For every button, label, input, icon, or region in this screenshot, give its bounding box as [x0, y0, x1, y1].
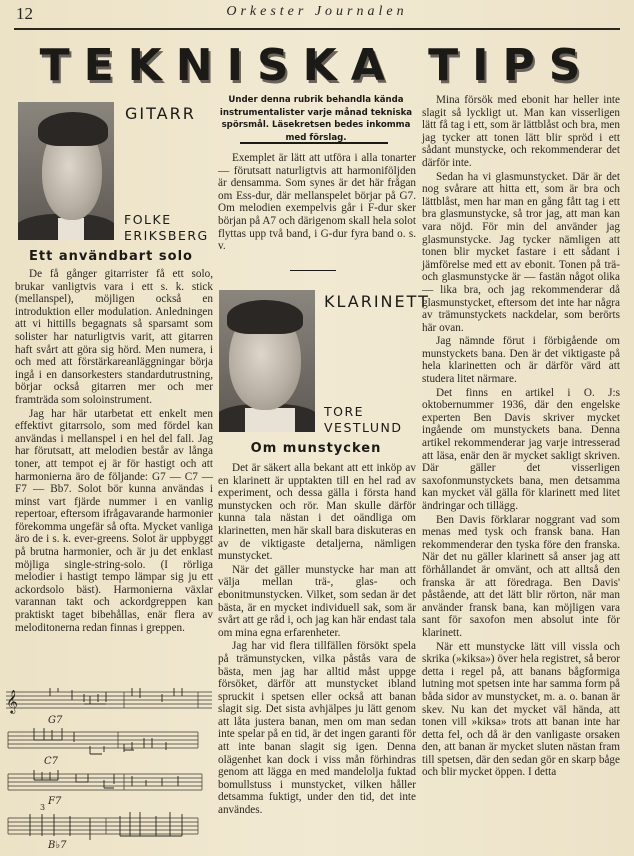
section-divider	[290, 270, 336, 271]
article-paragraph: När det gäller munstycke har man att välja mellan trä-, glas- och ebonitmunstycken. Vilket, som sedan är det bästa, är en mycket individuell sak, som är svårt att ge råd i, och jag kan här endast tala om mina egna erfarenheter.	[218, 563, 416, 639]
chord-label: B♭7	[48, 840, 67, 850]
photo-hair	[227, 300, 303, 334]
klarinett-article-body	[218, 462, 416, 817]
gitarr-article-continued	[218, 152, 416, 253]
article-paragraph: Det finns en artikel i O. J:s oktobernummer 1936, där den engelske experten Ben Davis skriver mycket ingående om munstyckets bana. Denna artikel rekommenderar jag varje intresserad att läsa, enär den är mycket sakligt skriven. Där gäller det visserligen saxofonmunstyckets bana, men detsamma kan mycket väl gälla för klarinett med litet ändringar och tillägg.	[422, 386, 620, 512]
article-paragraph: Ben Davis förklarar noggrant vad som menas med tysk och fransk bana. Han rekommenderar den tyska före den franska. När det nu gäller klarinett så anser jag att förhållandet är omvänt, och att alltså den franska är att föredraga. Ben Davis' påstående, att det lätt blir rörton, när man använder fransk bana, kan möjligen vara sant för saxofon men absolut inte för klarinett.	[422, 513, 620, 639]
staff-4	[8, 818, 198, 834]
photo-collar	[245, 408, 295, 432]
author-last-name: VESTLUND	[324, 420, 403, 435]
author-first-name: FOLKE	[124, 212, 172, 227]
article-paragraph: Exemplet är lätt att utföra i alla tonarter — förutsatt naturligtvis att harmoniföljden är densamma. Som synes är det här frågan om Ess-dur, där mellanspelet börjar på G7. Om melodien exempelvis går i F-dur sker början på A7 och därigenom skall hela solot flyttas upp två band, i G-dur fyra band o. s. v.	[218, 152, 416, 253]
chord-label: F7	[48, 796, 62, 807]
article-paragraph: Det är säkert alla bekant att ett inköp av en klarinett är upptakten till en hel rad av experiment, och dessa gälla i första hand munstycken och rör. Man skulle därför kunna tala nästan i det oändliga om klarinetten, men här skall bara diskuteras en av de viktigaste detaljerna, nämligen munstycket.	[218, 462, 416, 563]
section-heading-klarinett: Om munstycken	[250, 441, 382, 456]
article-paragraph: Sedan ha vi glasmunstycket. Där är det nog svårare att hitta ett, som är bra och lättblåst, men har man en gång fått tag i ett bra glasmunstycke, så tror jag, att man kan vara nöjd. För min del använder jag glasmunstycke. Jag tycker nämligen att tonen blir mycket fastare i ett sådant i jämförelse med ett av ebonit. Tonen på trä- och glasmunstycke är — fastän något olika — lika bra, och jag rekommenderar då glasmunstycket, eftersom det inte har några av trämunstyckets nackdelar, som berörts här ovan.	[422, 170, 620, 334]
portrait-tore-vestlund	[219, 290, 315, 432]
instrument-label-gitarr: GITARR	[125, 104, 196, 123]
article-paragraph: Jag har vid flera tillfällen försökt spela på trämunstycken, vilka påstås vara de bästa, men jag har alltid måst uppge försöket, därför att munstycket ibland spruckit i spetsen eller också att banan slagit sig. Det sista avhjälpes ju lätt genom att låta justera banan, men om man sedan inte spelar på en tid, är det ingen garanti för att inte banan slagit sig igen. Denna olägenhet kan dock i viss mån förhindras genom att lägga en med mandelolja fuktad bomullstuss i munstycket, vilken håller detsamma fuktigt, under den tid, det inte användes.	[218, 640, 416, 817]
page-title: TEKNISKA TIPS	[39, 40, 595, 91]
running-header: Orkester Journalen	[226, 4, 408, 19]
treble-clef-icon: 𝄞	[6, 689, 18, 713]
chord-label: G7	[48, 715, 63, 726]
article-paragraph: De få gånger gitarrister få ett solo, brukar vanligtvis vara i ett s. k. stick (mellanspel), möjligen också en introduktion eller modulation. Anledningen att vi hittills begagnats så sparsamt som solister har naturligtvis varit, att gitarren haft svårt att göra sig hörd. Men numera, i och med att förstärkareanläggningar börja ingå i en dansorkesters standardutrustning, börjar också gitarren mer och mer framträda som soloinstrument.	[15, 268, 213, 406]
author-first-name: TORE	[324, 404, 365, 419]
page-number: 12	[16, 4, 33, 23]
gitarr-article-body	[15, 268, 213, 634]
article-paragraph: Mina försök med ebonit har heller inte slagit så lyckligt ut. Man kan visserligen lätt få tag i ett, som är lättblåst och bra, men jag tycker att tonen lätt blir spröd i ett sådant munstycke, och rekommenderar det därför inte.	[422, 94, 620, 169]
staff-1	[6, 692, 212, 708]
header-rule	[14, 28, 620, 30]
photo-collar	[58, 218, 84, 240]
portrait-folke-eriksberg	[18, 102, 114, 240]
guitar-solo-notation	[6, 688, 214, 850]
article-paragraph: Jag har här utarbetat ett enkelt men effektivt gitarrsolo, som med fördel kan användas i mellanspel i en hel del fall. Jag har förutsatt, att melodien består av långa toner, att tempot ej är för hastigt och att harmonierna äro de följande: G7 — C7 — F7 — Bb7. Solot bör kunna användas i minst vart fjärde nummer i en vanlig repertoar, eftersom ifrågavarande harmonier förekomma ungefär så ofta. Mycket vanliga äro de i s. k. ever-greens. Solot är uppbyggt på brutna harmonier, och är ju det enklast möjliga single-string-solo. (I rörliga melodier i hastigt tempo lämpar sig ju ett ackordsolo bäst). Harmonierna växlar varannan takt och ackordgreppen kan praktiskt taget bibehållas, enär flera av meloditonerna redan finnas i greppen.	[15, 407, 213, 634]
photo-hair	[38, 112, 108, 146]
column-intro: Under denna rubrik behandla kända instrumentalister varje månad tekniska spörsmål. Läsekretsen bedes inkomma med förslag.	[219, 95, 413, 143]
section-heading-gitarr: Ett användbart solo	[29, 249, 193, 264]
notes-staff-3	[34, 770, 178, 788]
author-last-name: ERIKSBERG	[124, 228, 209, 243]
triplet-mark: 3	[40, 803, 46, 812]
article-paragraph: Jag nämnde förut i förbigående om munstyckets bana. Den är det viktigaste på hela klarinetten och är därför värd att studera litet närmare.	[422, 335, 620, 386]
chord-label: C7	[44, 756, 59, 767]
article-paragraph: När ett munstycke lätt vill vissla och skrika (»kiksa») över hela registret, så beror detta i regel på, att banans bågformiga lutning mot spetsen inte har samma form på båda sidor av munstycket, m. a. o. banan är skev. Nu kan det mycket väl hända, att tonen vill »kiksa» trots att banan inte har detta fel, och då är den vanligaste orsaken den, att banan är mycket sluten nästan fram till spetsen, där den sedan gör en skarp båge och blir mycket öppen. I detta	[422, 640, 620, 779]
instrument-label-klarinett: KLARINETT	[324, 292, 430, 311]
intro-divider	[240, 142, 388, 144]
klarinett-article-continued	[422, 94, 620, 779]
